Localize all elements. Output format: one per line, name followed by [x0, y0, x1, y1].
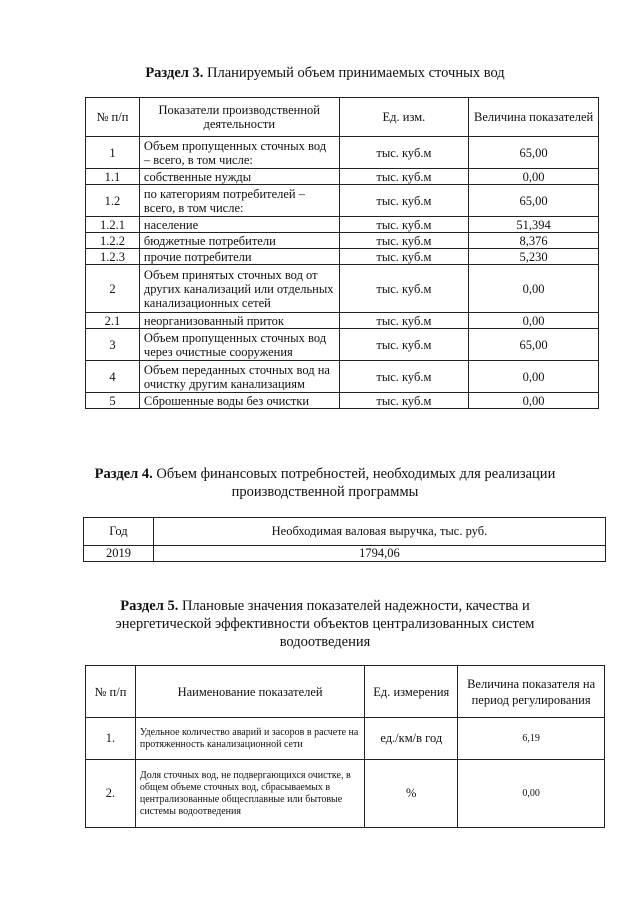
row-num: 1 [86, 137, 140, 169]
row-unit: тыс. куб.м [339, 329, 469, 361]
row-num: 1.2.3 [86, 249, 140, 265]
row-num: 1.2 [86, 185, 140, 217]
row-name: население [139, 217, 339, 233]
section4-label: Раздел 4. [94, 466, 153, 482]
section3-title: Планируемый объем принимаемых сточных вод [207, 65, 505, 81]
row-unit: ед./км/в год [365, 718, 458, 760]
row-num: 1.2.1 [86, 217, 140, 233]
row-unit: % [365, 760, 458, 828]
section5-header-row [86, 666, 605, 718]
row-name: неорганизованный приток [139, 313, 339, 329]
row-name: Объем пропущенных сточных вод – всего, в том числе: [139, 137, 339, 169]
section5-table [85, 665, 605, 828]
row-num: 2 [86, 265, 140, 313]
row-unit: тыс. куб.м [339, 137, 469, 169]
section4-table [83, 517, 606, 562]
row-value: 51,394 [469, 217, 599, 233]
section3-heading [60, 64, 590, 82]
revenue-cell: 1794,06 [153, 546, 605, 562]
section4-heading [60, 465, 590, 501]
table-row [86, 233, 599, 249]
section3-header-row [86, 98, 599, 137]
row-value: 0,00 [469, 313, 599, 329]
table-row [86, 249, 599, 265]
header-indicator-name: Наименование показателей [135, 666, 364, 718]
row-value: 65,00 [469, 185, 599, 217]
section3-table [85, 97, 599, 409]
table-row [86, 137, 599, 169]
section4-title-line1: Объем финансовых потребностей, необходимых для реализации [156, 466, 556, 482]
row-num: 5 [86, 393, 140, 409]
row-unit: тыс. куб.м [339, 185, 469, 217]
row-value: 6,19 [458, 718, 605, 760]
year-cell: 2019 [84, 546, 154, 562]
row-num: 1.2.2 [86, 233, 140, 249]
header-unit: Ед. измерения [365, 666, 458, 718]
row-name: Удельное количество аварий и засоров в расчете на протяженность канализационной сети [135, 718, 364, 760]
table-row [86, 265, 599, 313]
section5-title-line3: водоотведения [279, 634, 371, 650]
section5-label: Раздел 5. [120, 598, 179, 614]
table-row [86, 329, 599, 361]
header-value: Величина показателей [469, 98, 599, 137]
row-value: 8,376 [469, 233, 599, 249]
row-num: 2. [86, 760, 136, 828]
section5-heading [60, 597, 590, 651]
row-name: Объем пропущенных сточных вод через очистные сооружения [139, 329, 339, 361]
section4-title-line2: производственной программы [231, 484, 419, 500]
row-unit: тыс. куб.м [339, 265, 469, 313]
section4-header-row [84, 518, 606, 546]
row-name: Объем принятых сточных вод от других канализаций или отдельных канализационных сетей [139, 265, 339, 313]
section5-title-line2: энергетической эффективности объектов централизованных систем [115, 616, 535, 632]
table-row [86, 393, 599, 409]
row-unit: тыс. куб.м [339, 393, 469, 409]
row-value: 0,00 [469, 169, 599, 185]
section5-title-line1: Плановые значения показателей надежности, качества и [181, 598, 530, 614]
row-num: 3 [86, 329, 140, 361]
table-row [86, 313, 599, 329]
row-unit: тыс. куб.м [339, 217, 469, 233]
row-name: прочие потребители [139, 249, 339, 265]
row-name: бюджетные потребители [139, 233, 339, 249]
row-value: 65,00 [469, 137, 599, 169]
table-row [86, 361, 599, 393]
table-row [86, 760, 605, 828]
row-num: 1.1 [86, 169, 140, 185]
row-name: Доля сточных вод, не подвергающихся очистке, в общем объеме сточных вод, сбрасываемых в централизованные общесплавные или бытовые системы водоотведения [135, 760, 364, 828]
table-row [86, 169, 599, 185]
table-row [84, 546, 606, 562]
row-unit: тыс. куб.м [339, 313, 469, 329]
row-name: Сброшенные воды без очистки [139, 393, 339, 409]
header-revenue: Необходимая валовая выручка, тыс. руб. [153, 518, 605, 546]
section3-label: Раздел 3. [145, 65, 204, 81]
table-row [86, 217, 599, 233]
row-name: собственные нужды [139, 169, 339, 185]
row-name: по категориям потребителей – всего, в том числе: [139, 185, 339, 217]
row-value: 0,00 [469, 265, 599, 313]
header-indicator: Показатели производственной деятельности [139, 98, 339, 137]
row-value: 0,00 [458, 760, 605, 828]
header-num: № п/п [86, 666, 136, 718]
table-row [86, 185, 599, 217]
row-value: 5,230 [469, 249, 599, 265]
row-value: 65,00 [469, 329, 599, 361]
row-num: 4 [86, 361, 140, 393]
row-name: Объем переданных сточных вод на очистку другим канализациям [139, 361, 339, 393]
header-unit: Ед. изм. [339, 98, 469, 137]
row-value: 0,00 [469, 393, 599, 409]
row-num: 1. [86, 718, 136, 760]
row-unit: тыс. куб.м [339, 169, 469, 185]
header-period-value: Величина показателя на период регулирования [458, 666, 605, 718]
row-unit: тыс. куб.м [339, 361, 469, 393]
header-year: Год [84, 518, 154, 546]
row-num: 2.1 [86, 313, 140, 329]
row-value: 0,00 [469, 361, 599, 393]
row-unit: тыс. куб.м [339, 249, 469, 265]
row-unit: тыс. куб.м [339, 233, 469, 249]
header-num: № п/п [86, 98, 140, 137]
table-row [86, 718, 605, 760]
